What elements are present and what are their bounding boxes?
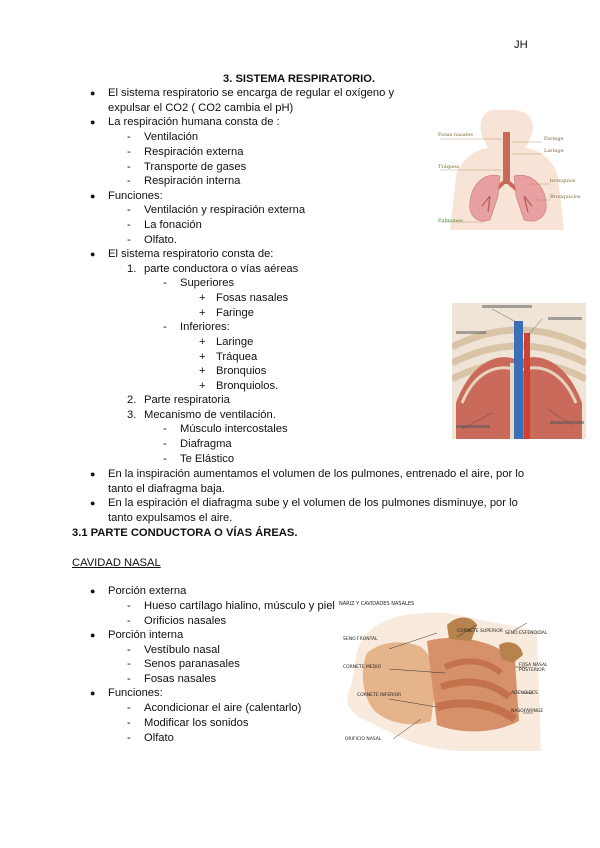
- dash-icon: -: [127, 131, 131, 143]
- dash-icon: -: [127, 658, 131, 670]
- sub-item: Modificar los sonidos: [144, 717, 249, 729]
- dash-icon: -: [127, 702, 131, 714]
- list-item-cont: tanto el diafragma baja.: [108, 483, 225, 495]
- sub-item: Transporte de gases: [144, 161, 247, 173]
- figure-label: FOSA NASAL POSTERIOR: [519, 663, 548, 673]
- diaphragm-illustration: [452, 303, 586, 439]
- sub-item: Respiración externa: [144, 146, 244, 158]
- dash-icon: -: [127, 234, 131, 246]
- dash-icon: -: [163, 321, 167, 333]
- sub-item: Respiración interna: [144, 175, 241, 187]
- numbered-marker: 3.: [127, 409, 137, 421]
- figure-label: Laringe: [544, 148, 564, 154]
- numbered-item: Parte respiratoria: [144, 394, 230, 406]
- sub-item: Te Elástico: [180, 453, 235, 465]
- respiratory-system-figure: [432, 106, 582, 230]
- bullet-icon: ●: [90, 586, 96, 596]
- sub-item: Diafragma: [180, 438, 232, 450]
- sub-sub-item: Fosas nasales: [216, 292, 289, 304]
- plus-icon: +: [199, 307, 206, 319]
- dash-icon: -: [163, 453, 167, 465]
- dash-icon: -: [127, 204, 131, 216]
- figure-title: NARIZ Y CAVIDADES NASALES: [339, 601, 415, 607]
- figure-label: CORNETE INFERIOR: [357, 693, 402, 698]
- numbered-item: parte conductora o vías aéreas: [144, 263, 299, 275]
- numbered-marker: 1.: [127, 263, 137, 275]
- bullet-icon: ●: [90, 191, 96, 201]
- list-item: El sistema respiratorio consta de:: [108, 248, 274, 260]
- sub-item: Hueso cartílago hialino, músculo y piel: [144, 600, 335, 612]
- plus-icon: +: [199, 292, 206, 304]
- figure-label: NASOFARINGE: [511, 709, 544, 714]
- bullet-icon: ●: [90, 249, 96, 259]
- sub-item: Senos paranasales: [144, 658, 240, 670]
- list-item: El sistema respiratorio se encarga de regular el oxígeno y: [108, 87, 395, 99]
- dash-icon: -: [127, 644, 131, 656]
- diaphragm-figure: [452, 303, 586, 439]
- sub-item: Ventilación: [144, 131, 199, 143]
- sub-item: Superiores: [180, 277, 235, 289]
- plus-icon: +: [199, 351, 206, 363]
- figure-label: SENO ESFENOIDAL: [505, 631, 548, 636]
- plus-icon: +: [199, 380, 206, 392]
- numbered-item: Mecanismo de ventilación.: [144, 409, 276, 421]
- dash-icon: -: [127, 219, 131, 231]
- dash-icon: -: [163, 277, 167, 289]
- page-title: 3. SISTEMA RESPIRATORIO.: [223, 73, 376, 85]
- list-item-cont: expulsar el CO2 ( CO2 cambia el pH): [108, 102, 294, 114]
- bullet-icon: ●: [90, 469, 96, 479]
- sub-item: La fonación: [144, 219, 202, 231]
- dash-icon: -: [127, 732, 131, 744]
- plus-icon: +: [199, 365, 206, 377]
- sub-item: Inferiores:: [180, 321, 230, 333]
- nasal-cavity-figure: [337, 601, 549, 773]
- plus-icon: +: [199, 336, 206, 348]
- header-initials: JH: [514, 39, 528, 51]
- bullet-icon: ●: [90, 498, 96, 508]
- subsection-heading: CAVIDAD NASAL: [72, 557, 161, 569]
- figure-label: Faringe: [544, 136, 564, 142]
- figure-label: Bronquiolos: [550, 194, 581, 200]
- dash-icon: -: [127, 615, 131, 627]
- dash-icon: -: [163, 438, 167, 450]
- bullet-icon: ●: [90, 117, 96, 127]
- sub-sub-item: Bronquios: [216, 365, 267, 377]
- sub-sub-item: Faringe: [216, 307, 254, 319]
- list-item-cont: tanto expulsamos el aire.: [108, 512, 233, 524]
- sub-item: Olfato.: [144, 234, 177, 246]
- figure-label: Tráquea: [438, 164, 460, 170]
- dash-icon: -: [127, 161, 131, 173]
- dash-icon: -: [127, 175, 131, 187]
- sub-item: Fosas nasales: [144, 673, 217, 685]
- bullet-icon: ●: [90, 630, 96, 640]
- dash-icon: -: [127, 146, 131, 158]
- dash-icon: -: [127, 673, 131, 685]
- figure-label: SENO FRONTAL: [343, 637, 378, 642]
- dash-icon: -: [127, 717, 131, 729]
- list-item: Porción externa: [108, 585, 187, 597]
- figure-label: CORNETE SUPERIOR: [457, 629, 503, 634]
- sub-item: Ventilación y respiración externa: [144, 204, 306, 216]
- nasal-cavity-illustration: [337, 601, 549, 773]
- list-item: La respiración humana consta de :: [108, 116, 280, 128]
- list-item: Porción interna: [108, 629, 184, 641]
- list-item: Funciones:: [108, 687, 163, 699]
- dash-icon: -: [127, 600, 131, 612]
- bullet-icon: ●: [90, 88, 96, 98]
- sub-item: Orificios nasales: [144, 615, 227, 627]
- dash-icon: -: [163, 423, 167, 435]
- bullet-icon: ●: [90, 688, 96, 698]
- sub-item: Acondicionar el aire (calentarlo): [144, 702, 302, 714]
- sub-item: Olfato: [144, 732, 174, 744]
- sub-sub-item: Tráquea: [216, 351, 258, 363]
- sub-sub-item: Bronquiolos.: [216, 380, 279, 392]
- sub-item: Músculo intercostales: [180, 423, 288, 435]
- sub-sub-item: Laringe: [216, 336, 254, 348]
- numbered-marker: 2.: [127, 394, 137, 406]
- figure-label: Fosas nasales: [438, 132, 473, 138]
- figure-label: ORIFICIO NASAL: [345, 737, 382, 742]
- list-item: En la espiración el diafragma sube y el volumen de los pulmones disminuye, por lo: [108, 497, 518, 509]
- figure-label: Pulmones: [438, 218, 463, 224]
- section-heading: 3.1 PARTE CONDUCTORA O VÍAS ÁREAS.: [72, 527, 298, 539]
- list-item: Funciones:: [108, 190, 163, 202]
- figure-label: CORNETE MEDIO: [343, 665, 382, 670]
- figure-label: bronquios: [550, 178, 576, 184]
- sub-item: Vestíbulo nasal: [144, 644, 220, 656]
- list-item: En la inspiración aumentamos el volumen de los pulmones, entrenado el aire, por lo: [108, 468, 525, 480]
- figure-label: ADENOIDES: [511, 691, 538, 696]
